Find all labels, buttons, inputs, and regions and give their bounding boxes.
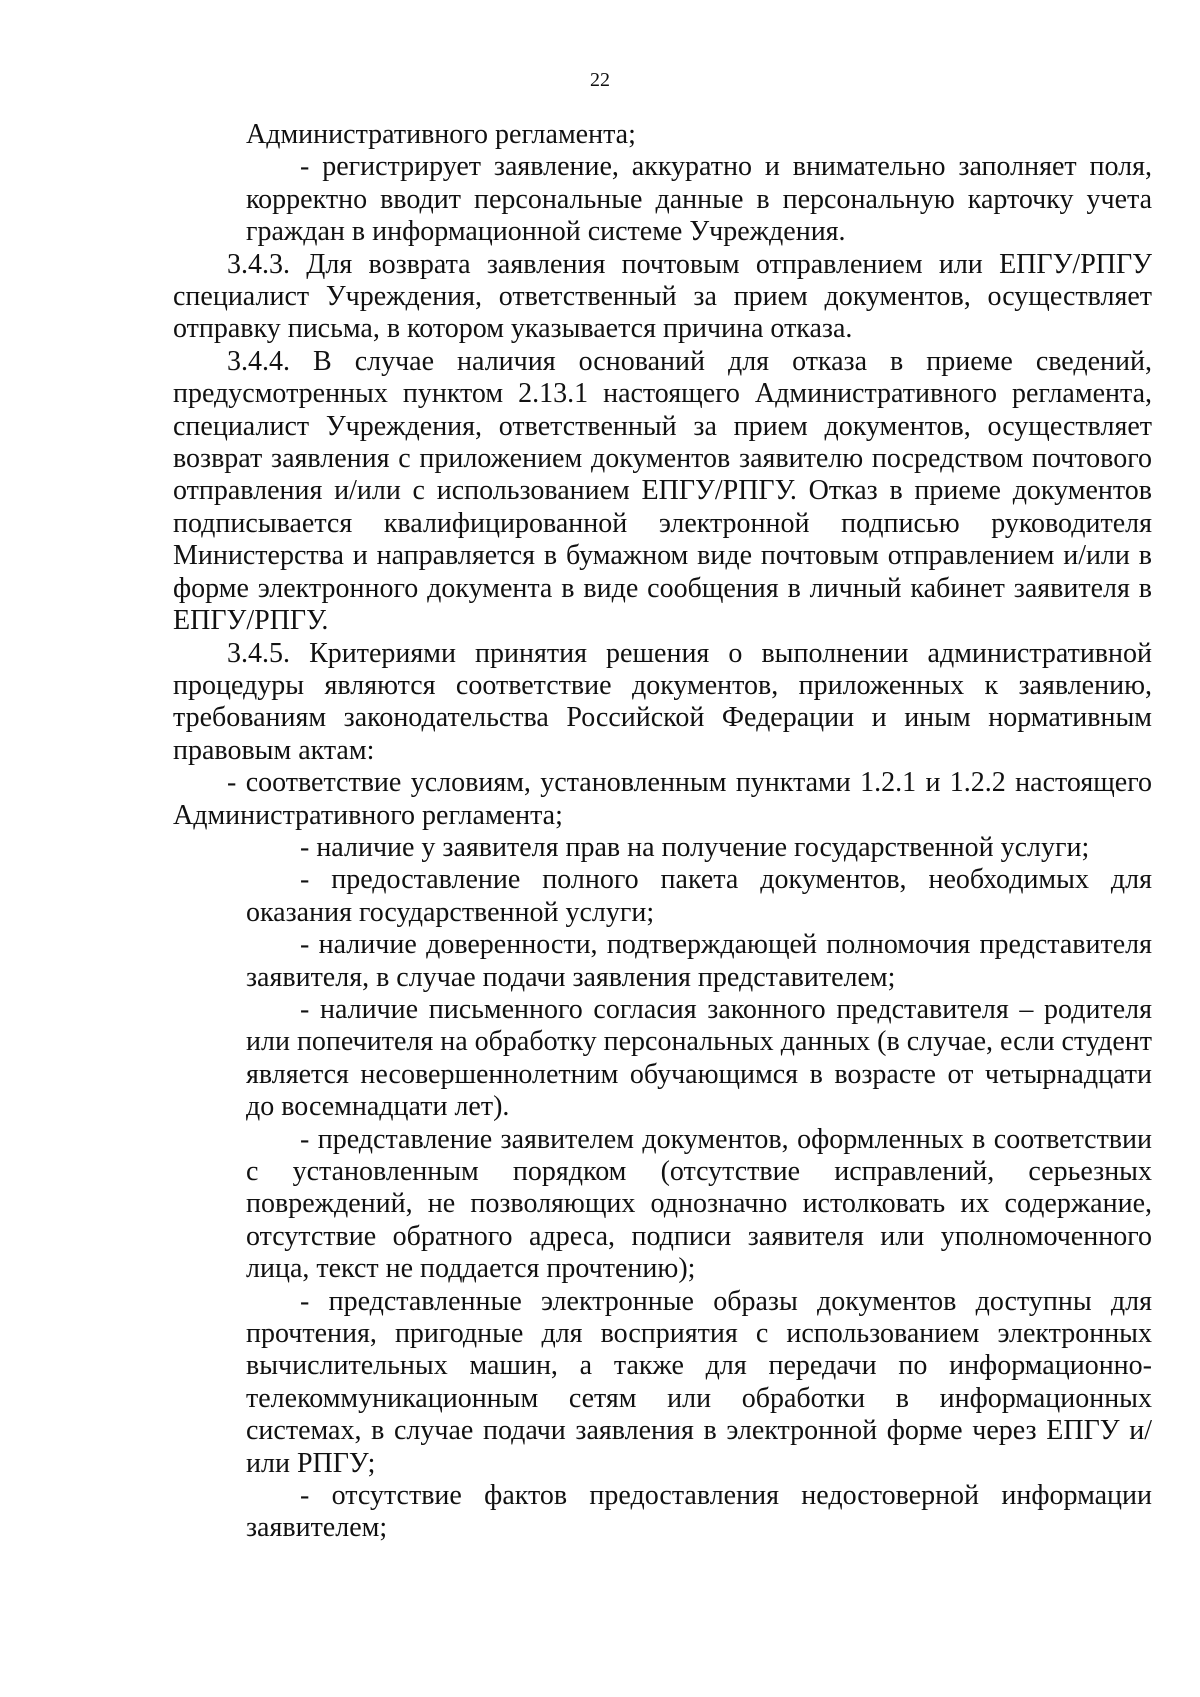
paragraph-4: 3.4.4. В случае наличия оснований для отказа в приеме сведений, предусмотренных пунктом 2.13.1 настоящего Административного регламента, специалист Учреждения, ответственный за прием документов, осуществляет возврат заявления с приложением документов заявителю посредством почтового отправления и/или с использованием ЕПГУ/РПГУ. Отказ в приеме документов подписывается квалифицированной электронной подписью руководителя Министерства и направляется в бумажном виде почтовым отправлением и/или в форме электронного документа в виде сообщения в личный кабинет заявителя в ЕПГУ/РПГУ. (173, 345, 1152, 637)
paragraph-3: 3.4.3. Для возврата заявления почтовым отправлением или ЕПГУ/РПГУ специалист Учреждения, ответственный за прием документов, осуществляет отправку письма, в котором указывается причина отказа. (173, 248, 1152, 345)
document-body (173, 119, 1152, 1545)
paragraph-11: - представление заявителем документов, оформленных в соответствии с установленным порядком (отсутствие исправлений, серьезных повреждений, не позволяющих однозначно истолковать их содержание, отсутствие обратного адреса, подписи заявителя или уполномоченного лица, текст не поддается прочтению); (246, 1123, 1152, 1285)
page-number: 22 (590, 69, 610, 91)
paragraph-8: - предоставление полного пакета документов, необходимых для оказания государственной услуги; (246, 864, 1152, 928)
paragraph-1: Административного регламента; (246, 119, 636, 150)
paragraph-13: - отсутствие фактов предоставления недостоверной информации заявителем; (246, 1480, 1152, 1544)
paragraph-12: - представленные электронные образы документов доступны для прочтения, пригодные для восприятия с использованием электронных вычислительных машин, а также для передачи по информационно-телекоммуникационным сетям или обработки в информационных системах, в случае подачи заявления в электронной форме через ЕПГУ и/или РПГУ; (246, 1285, 1152, 1479)
paragraph-6: - соответствие условиям, установленным пунктами 1.2.1 и 1.2.2 настоящего Административного регламента; (173, 767, 1152, 831)
paragraph-2: - регистрирует заявление, аккуратно и внимательно заполняет поля, корректно вводит персональные данные в персональную карточку учета граждан в информационной системе Учреждения. (246, 151, 1152, 248)
paragraph-10: - наличие письменного согласия законного представителя – родителя или попечителя на обработку персональных данных (в случае, если студент является несовершеннолетним обучающимся в возрасте от четырнадцати до восемнадцати лет). (246, 993, 1152, 1123)
paragraph-7: - наличие у заявителя прав на получение государственной услуги; (300, 831, 1090, 863)
paragraph-9: - наличие доверенности, подтверждающей полномочия представителя заявителя, в случае подачи заявления представителем; (246, 929, 1152, 993)
paragraph-5: 3.4.5. Критериями принятия решения о выполнении административной процедуры являются соответствие документов, приложенных к заявлению, требованиям законодательства Российской Федерации и иным нормативным правовым актам: (173, 637, 1152, 766)
